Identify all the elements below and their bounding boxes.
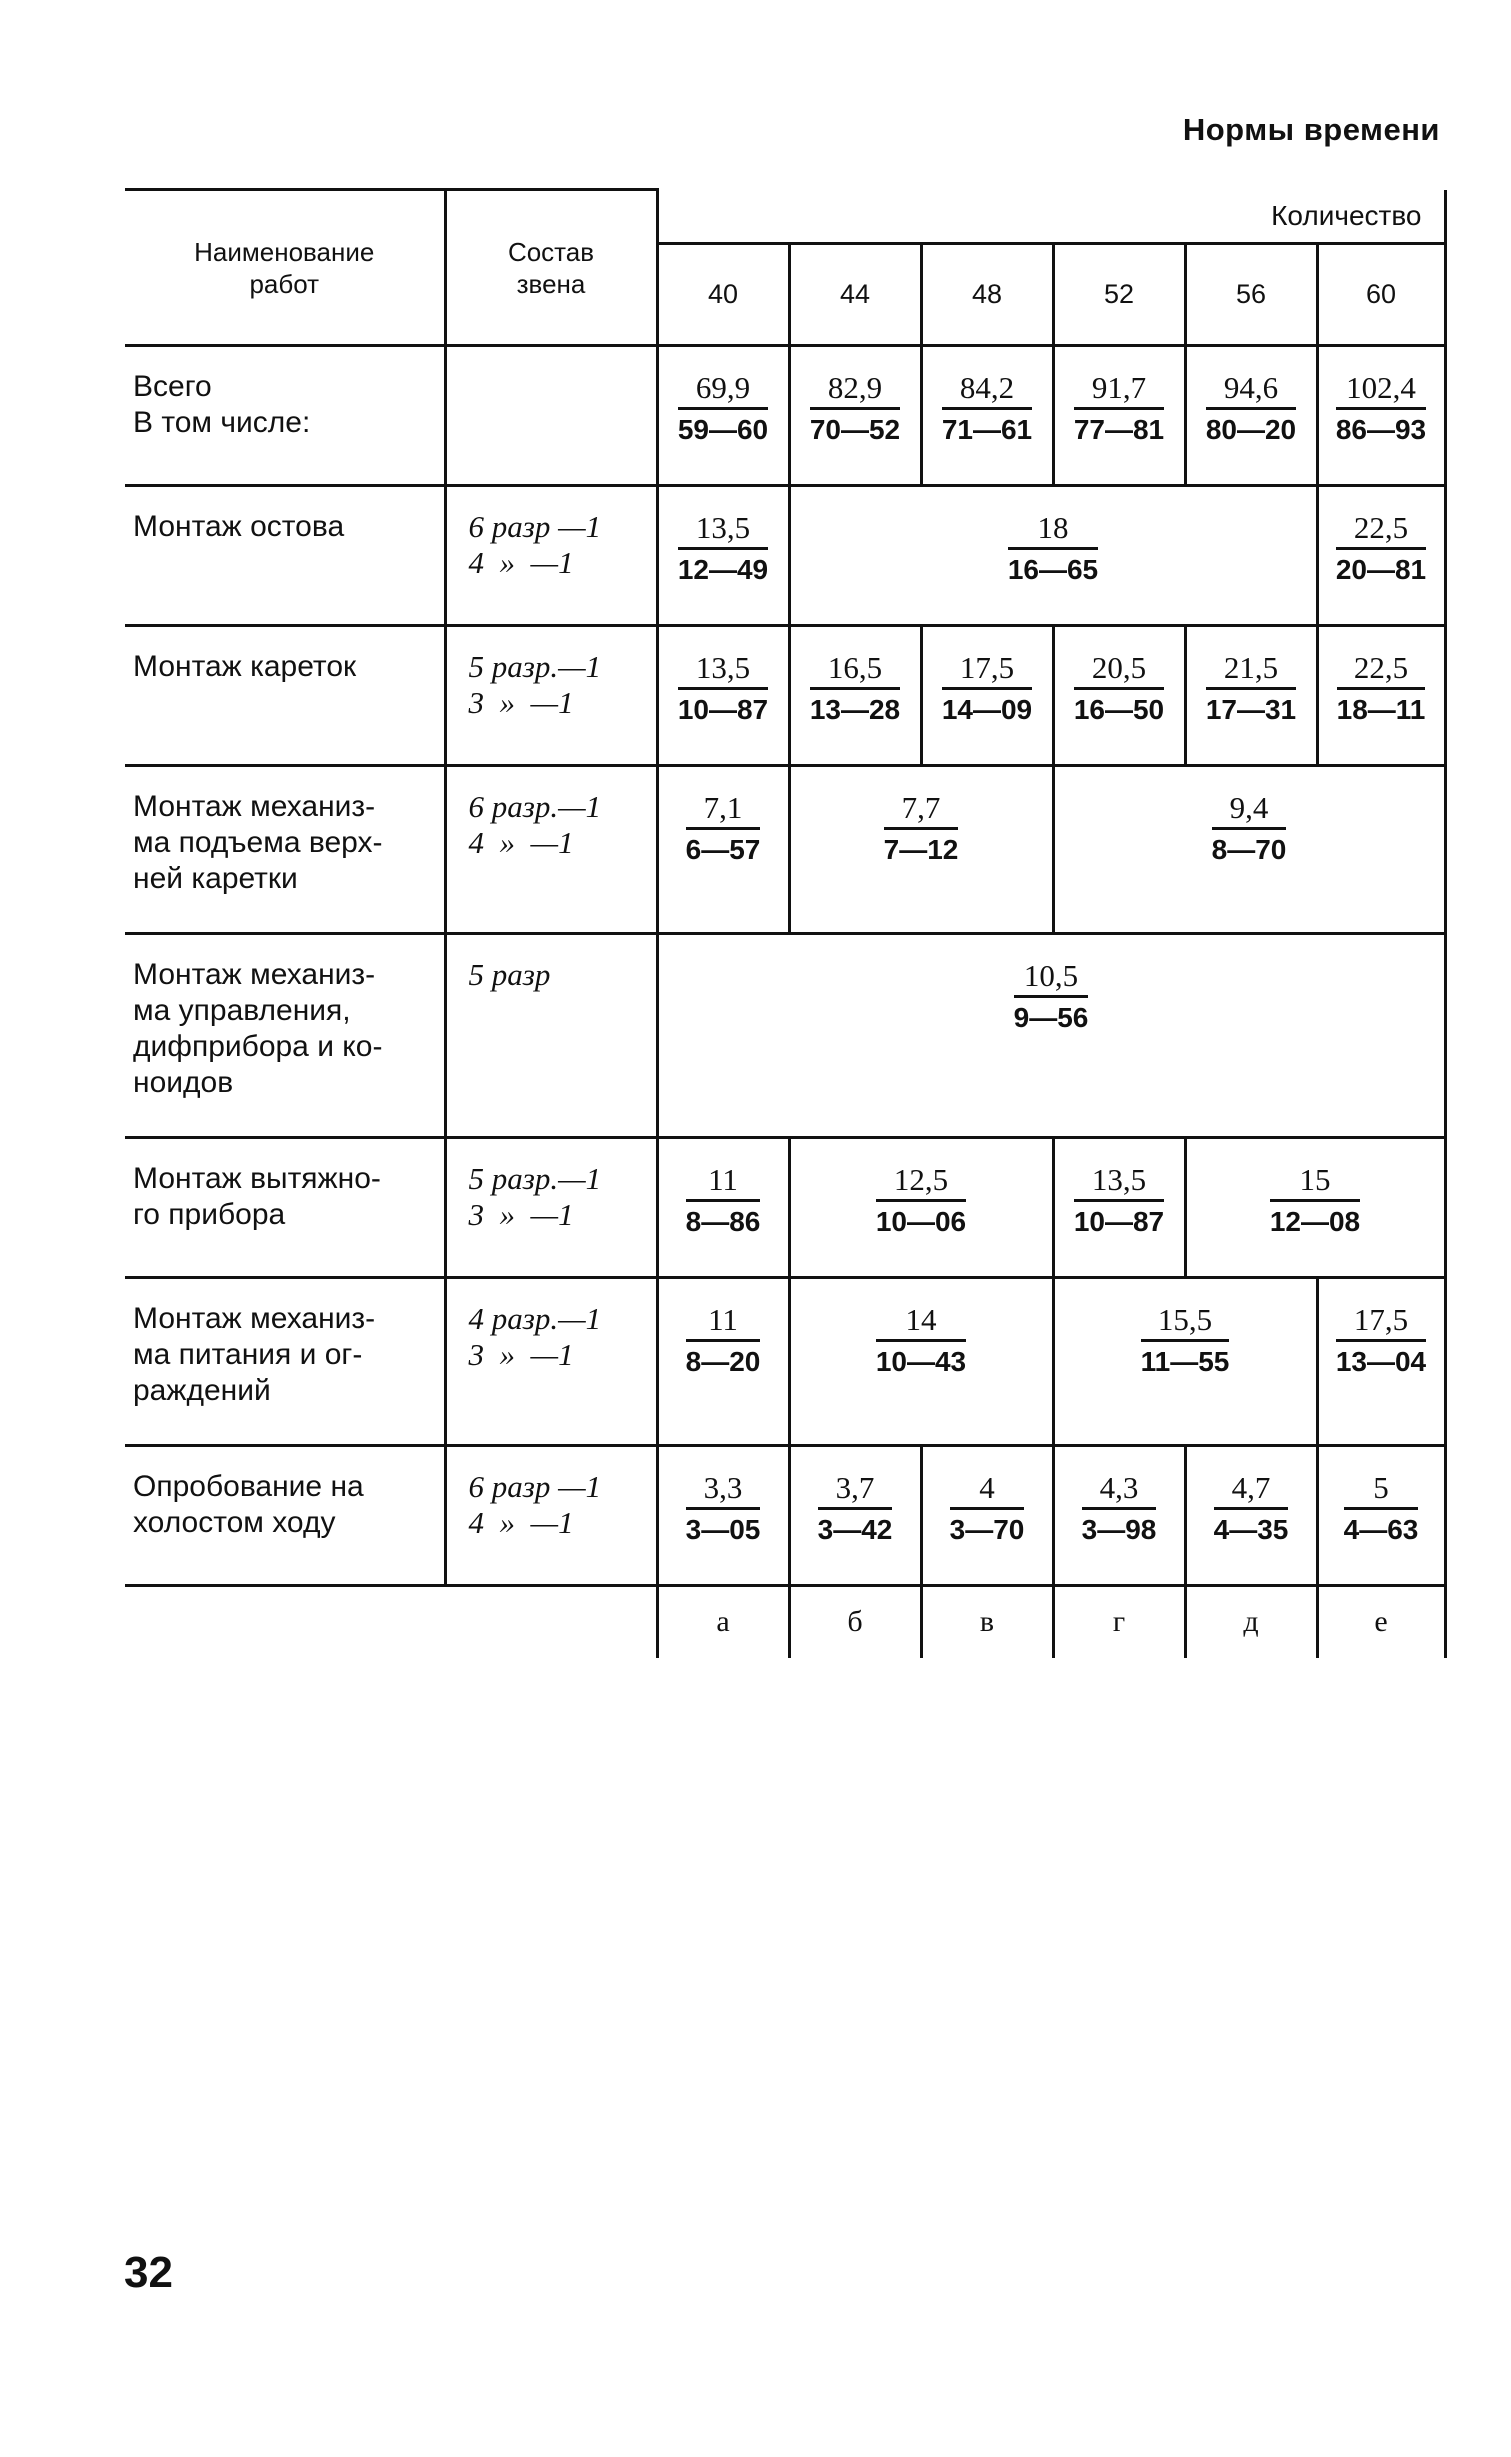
norm-value-cell [789, 1446, 921, 1586]
time-norm-value: 13,5 [678, 651, 768, 690]
time-norm-value: 17,5 [942, 651, 1032, 690]
table-row [125, 346, 1445, 486]
price-value: 8—86 [685, 1206, 761, 1237]
crew-composition-cell: 5 разр.—1 3 » —1 [445, 626, 657, 766]
work-name-cell: Монтаж остова [125, 486, 445, 626]
time-norm-value: 5 [1344, 1471, 1419, 1510]
norm-value-cell [1317, 486, 1445, 626]
norm-fraction [1206, 651, 1296, 728]
norm-fraction [942, 651, 1032, 728]
table-row [125, 626, 1445, 766]
price-value: 18—11 [1336, 694, 1426, 725]
time-norm-value: 102,4 [1336, 371, 1426, 410]
norm-value-cell [789, 346, 921, 486]
price-value: 71—61 [941, 414, 1033, 445]
column-header-crew: Состав звена [445, 190, 657, 346]
norm-fraction [1344, 1471, 1419, 1548]
norm-value-cell [789, 626, 921, 766]
norm-fraction [1141, 1303, 1230, 1380]
norm-value-cell [1185, 346, 1317, 486]
norm-fraction [1337, 651, 1426, 728]
work-name-cell: Опробование на холостом ходу [125, 1446, 445, 1586]
column-letter-cell: в [921, 1586, 1053, 1658]
time-norm-value: 4,7 [1214, 1471, 1289, 1510]
norm-fraction [876, 1303, 966, 1380]
column-letter-cell: б [789, 1586, 921, 1658]
time-norm-value: 16,5 [810, 651, 900, 690]
time-norm-value: 13,5 [678, 511, 768, 550]
work-name-cell: Монтаж вытяжно- го прибора [125, 1138, 445, 1278]
norm-fraction [1074, 1163, 1164, 1240]
norm-value-cell [657, 486, 789, 626]
price-value: 10—87 [677, 694, 769, 725]
norm-value-cell [1053, 626, 1185, 766]
time-norm-value: 91,7 [1074, 371, 1164, 410]
time-norm-value: 84,2 [942, 371, 1032, 410]
norm-fraction [678, 371, 768, 448]
norm-fraction [1336, 371, 1426, 448]
price-value: 10—43 [875, 1346, 967, 1377]
price-value: 10—87 [1073, 1206, 1165, 1237]
norm-value-cell [789, 766, 1053, 934]
time-norm-value: 7,1 [686, 791, 761, 830]
crew-composition-cell: 4 разр.—1 3 » —1 [445, 1278, 657, 1446]
column-letter-cell: г [1053, 1586, 1185, 1658]
norm-value-cell [657, 626, 789, 766]
price-value: 77—81 [1073, 414, 1165, 445]
crew-composition-cell: 5 разр [445, 934, 657, 1138]
norm-fraction [810, 371, 900, 448]
price-value: 13—28 [809, 694, 901, 725]
time-norms-table [125, 188, 1447, 1658]
time-norm-value: 22,5 [1337, 651, 1426, 690]
work-name-cell: Монтаж механиз- ма питания и ог- раждений [125, 1278, 445, 1446]
norm-value-cell [657, 766, 789, 934]
price-value: 70—52 [809, 414, 901, 445]
table-row [125, 1138, 1445, 1278]
price-value: 13—04 [1335, 1346, 1427, 1377]
norm-value-cell [1185, 1446, 1317, 1586]
time-norm-value: 3,7 [818, 1471, 893, 1510]
price-value: 4—63 [1343, 1514, 1419, 1545]
time-norm-value: 11 [686, 1163, 761, 1202]
norm-fraction [1074, 371, 1164, 448]
norm-fraction [1014, 959, 1089, 1036]
time-norm-value: 4 [950, 1471, 1025, 1510]
column-letter-cell: д [1185, 1586, 1317, 1658]
price-value: 20—81 [1335, 554, 1427, 585]
price-value: 10—06 [875, 1206, 967, 1237]
quantity-header-cell: 40 [657, 244, 789, 346]
work-name-cell: Монтаж кареток [125, 626, 445, 766]
norm-value-cell [1053, 346, 1185, 486]
table-row [125, 1278, 1445, 1446]
column-letters-row [125, 1586, 1445, 1658]
price-value: 59—60 [677, 414, 769, 445]
norm-fraction [876, 1163, 966, 1240]
time-norm-value: 94,6 [1206, 371, 1296, 410]
crew-composition-cell: 6 разр —1 4 » —1 [445, 486, 657, 626]
price-value: 16—65 [1007, 554, 1099, 585]
quantity-header-cell: 52 [1053, 244, 1185, 346]
time-norm-value: 4,3 [1082, 1471, 1157, 1510]
letters-row-spacer [125, 1586, 657, 1658]
page-header-title: Нормы времени [1182, 112, 1440, 147]
price-value: 8—20 [685, 1346, 761, 1377]
norm-fraction [1008, 511, 1098, 588]
norm-fraction [686, 1303, 761, 1380]
time-norm-value: 69,9 [678, 371, 768, 410]
price-value: 16—50 [1073, 694, 1165, 725]
time-norm-value: 17,5 [1336, 1303, 1426, 1342]
price-value: 8—70 [1211, 834, 1287, 865]
table-row [125, 766, 1445, 934]
time-norm-value: 12,5 [876, 1163, 966, 1202]
norm-fraction [1212, 791, 1287, 868]
norm-fraction [810, 651, 900, 728]
price-value: 80—20 [1205, 414, 1297, 445]
time-norm-value: 13,5 [1074, 1163, 1164, 1202]
quantity-header-cell: 48 [921, 244, 1053, 346]
time-norm-value: 9,4 [1212, 791, 1287, 830]
norm-fraction [1214, 1471, 1289, 1548]
price-value: 17—31 [1205, 694, 1297, 725]
norm-value-cell [657, 934, 1445, 1138]
norm-fraction [884, 791, 959, 868]
column-letter-cell: а [657, 1586, 789, 1658]
table-row [125, 1446, 1445, 1586]
quantity-header-cell: 56 [1185, 244, 1317, 346]
crew-composition-cell: 5 разр.—1 3 » —1 [445, 1138, 657, 1278]
norm-value-cell [1185, 626, 1317, 766]
column-header-quantity: Количество [657, 190, 1445, 244]
norm-fraction [1336, 1303, 1426, 1380]
time-norm-value: 18 [1008, 511, 1098, 550]
norm-value-cell [657, 1138, 789, 1278]
norm-value-cell [1185, 1138, 1445, 1278]
price-value: 86—93 [1335, 414, 1427, 445]
price-value: 3—05 [685, 1514, 761, 1545]
crew-composition-cell [445, 346, 657, 486]
price-value: 11—55 [1140, 1346, 1230, 1377]
time-norm-value: 15 [1270, 1163, 1360, 1202]
norm-value-cell [921, 1446, 1053, 1586]
price-value: 3—70 [949, 1514, 1025, 1545]
price-value: 12—08 [1269, 1206, 1361, 1237]
price-value: 6—57 [685, 834, 761, 865]
time-norm-value: 7,7 [884, 791, 959, 830]
norm-value-cell [657, 346, 789, 486]
time-norm-value: 3,3 [686, 1471, 761, 1510]
norm-value-cell [657, 1446, 789, 1586]
norm-value-cell [921, 626, 1053, 766]
norm-value-cell [1053, 1278, 1317, 1446]
norm-value-cell [789, 1278, 1053, 1446]
norm-value-cell [1317, 1446, 1445, 1586]
norm-fraction [950, 1471, 1025, 1548]
norm-fraction [1074, 651, 1164, 728]
price-value: 12—49 [677, 554, 769, 585]
norm-value-cell [1317, 1278, 1445, 1446]
work-name-cell: Монтаж механиз- ма управления, дифприбора и ко- ноидов [125, 934, 445, 1138]
time-norm-value: 22,5 [1336, 511, 1426, 550]
time-norm-value: 21,5 [1206, 651, 1296, 690]
table-row [125, 934, 1445, 1138]
work-name-cell: Монтаж механиз- ма подъема верх- ней каретки [125, 766, 445, 934]
norm-value-cell [1053, 1138, 1185, 1278]
price-value: 7—12 [883, 834, 959, 865]
norm-fraction [686, 791, 761, 868]
crew-composition-cell: 6 разр.—1 4 » —1 [445, 766, 657, 934]
norm-value-cell [1053, 1446, 1185, 1586]
price-value: 9—56 [1013, 1002, 1089, 1033]
table-row [125, 486, 1445, 626]
norm-fraction [1206, 371, 1296, 448]
time-norm-value: 11 [686, 1303, 761, 1342]
norm-value-cell [789, 486, 1317, 626]
quantity-header-cell: 60 [1317, 244, 1445, 346]
time-norm-value: 14 [876, 1303, 966, 1342]
norm-value-cell [1053, 766, 1445, 934]
time-norm-value: 20,5 [1074, 651, 1164, 690]
norm-fraction [678, 651, 768, 728]
norm-fraction [1082, 1471, 1157, 1548]
time-norm-value: 10,5 [1014, 959, 1089, 998]
norm-fraction [678, 511, 768, 588]
column-header-work-name: Наименование работ [125, 190, 445, 346]
column-letter-cell: е [1317, 1586, 1445, 1658]
norm-value-cell [1317, 346, 1445, 486]
norm-value-cell [789, 1138, 1053, 1278]
price-value: 3—98 [1081, 1514, 1157, 1545]
norm-fraction [686, 1163, 761, 1240]
norm-value-cell [657, 1278, 789, 1446]
norm-fraction [1336, 511, 1426, 588]
norm-fraction [686, 1471, 761, 1548]
work-name-cell: Всего В том числе: [125, 346, 445, 486]
price-value: 14—09 [941, 694, 1033, 725]
price-value: 3—42 [817, 1514, 893, 1545]
norm-value-cell [1317, 626, 1445, 766]
page-number: 32 [124, 2248, 173, 2297]
quantity-header-cell: 44 [789, 244, 921, 346]
time-norm-value: 15,5 [1141, 1303, 1230, 1342]
crew-composition-cell: 6 разр —1 4 » —1 [445, 1446, 657, 1586]
time-norm-value: 82,9 [810, 371, 900, 410]
norm-fraction [942, 371, 1032, 448]
norm-fraction [818, 1471, 893, 1548]
price-value: 4—35 [1213, 1514, 1289, 1545]
norm-value-cell [921, 346, 1053, 486]
norm-fraction [1270, 1163, 1360, 1240]
